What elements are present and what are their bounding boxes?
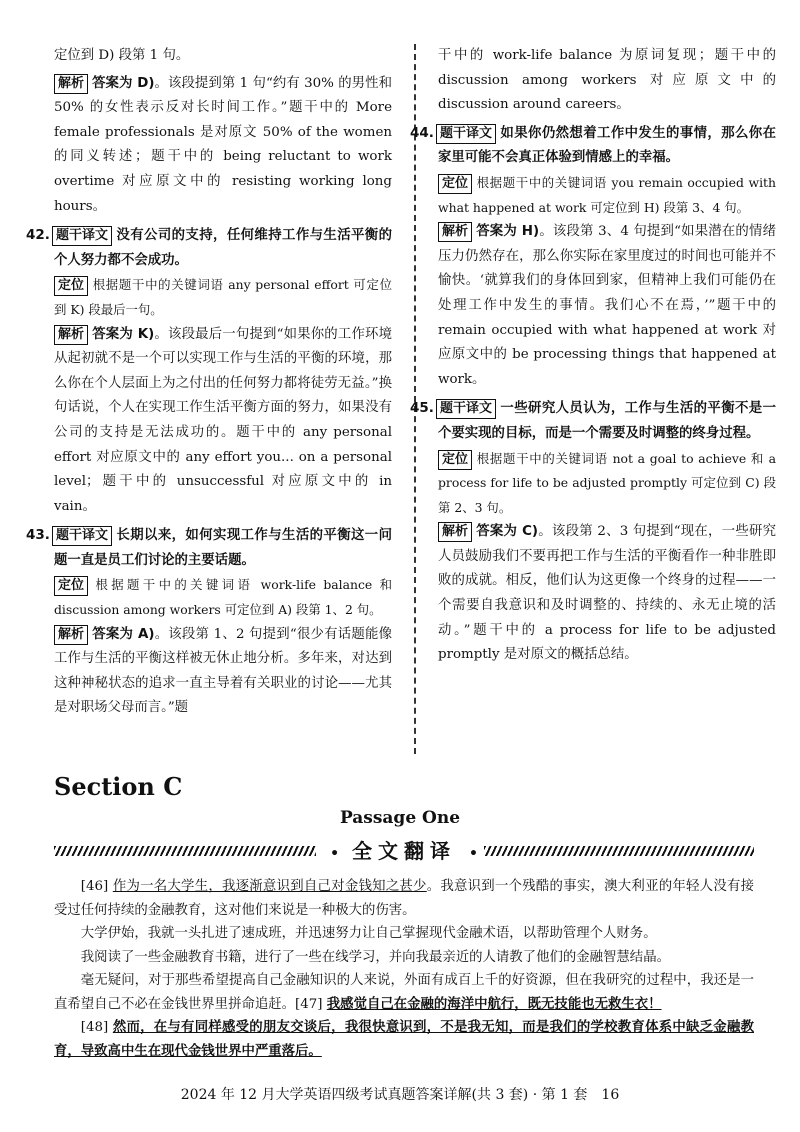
question-translation: 长期以来，如何实现工作与生活的平衡这一问题一直是员工们讨论的主要话题。 [54, 528, 392, 568]
left-column [26, 44, 392, 725]
question-translation: 一些研究人员认为，工作与生活的平衡不是一个要实现的目标，而是一个需要及时调整的终身过程。 [438, 401, 776, 441]
analysis-text: 。该段第 3、4 句提到“如果潜在的情绪压力仍然存在，那么你实际在家里度过的时间也可能并不愉快。‘就算我们的身体回到家，但精神上我们可能仍在处理工作中发生的事情。我们心不在焉，’”题干中的 remain occupied with what happened at work 对应原文中的 be processing things that happened at work。 [438, 224, 776, 387]
answer: 答案为 D) [92, 75, 155, 91]
bullet-icon: • [468, 846, 478, 862]
sentence: 。我意识到一个残酷的事实，澳大利亚的年轻人没有接受过任何持续的金融教育，这对他们来说是一种极大的伤害。 [54, 879, 755, 918]
answer: 答案为 C) [476, 524, 539, 540]
analysis-text: 。该段第 1、2 句提到“很少有话题能像工作与生活的平衡这样被无休止地分析。多年来，对达到这种神秘状态的追求一直主导着有关职业的讨论——尤其是对职场父母而言。”题 [54, 626, 392, 716]
question-44 [410, 121, 776, 393]
locate-text: 根据题干中的关键词语 not a goal to achieve 和 a process for life to be adjusted promptly 可定位到 C) 段第 2、3 句。 [438, 450, 776, 515]
analysis-tag: 解析 [438, 222, 472, 242]
translation-paragraph [54, 875, 754, 922]
question-number: 44. [410, 124, 434, 141]
question-translation: 没有公司的支持，任何维持工作与生活平衡的个人努力都不会成功。 [54, 228, 392, 268]
banner-title-group [54, 835, 754, 864]
answer: 答案为 H) [476, 224, 540, 240]
translation-tag: 题干译文 [436, 399, 496, 419]
continued-text: 干中的 work-life balance 为原词复现；题干中的 discussion among workers 对应原文中的 discussion around careers。 [438, 48, 776, 113]
analysis-tag: 解析 [54, 325, 88, 345]
question-translation: 如果你仍然想着工作中发生的事情，那么你在家里可能不会真正体验到情感上的幸福。 [438, 125, 776, 166]
underlined-sentence: 然而，在与有同样感受的朋友交谈后，我很快意识到，不是我无知，而是我们的学校教育体系中缺乏金融教育，导致高中生在现代金钱世界中严重落后。 [54, 1019, 754, 1059]
translation-banner [54, 839, 754, 865]
section-title: Section C [54, 772, 183, 801]
analysis-tag: 解析 [54, 74, 88, 94]
question-number: 45. [410, 400, 434, 417]
locate-tag: 定位 [54, 276, 88, 296]
answer: 答案为 A) [92, 626, 155, 642]
full-translation [54, 875, 754, 1063]
marker: [46] [80, 879, 109, 894]
question-45 [410, 396, 777, 668]
question-number: 42. [26, 227, 50, 244]
locate-tag: 定位 [54, 576, 88, 596]
analysis-text: 。该段第 2、3 句提到“现在，一些研究人员鼓励我们不要再把工作与生活的平衡看作一种非胜即败的成就。相反，他们认为这更像一个终身的过程——一个需要自我意识和及时调整的、持续的、永无止境的活动。”题干中的 a process for life to be adjusted promptly 是对原文的概括总结。 [438, 524, 777, 663]
locate-text: 根据题干中的关键词语 any personal effort 可定位到 K) 段最后一句。 [54, 277, 392, 317]
question-number: 43. [26, 527, 50, 544]
translation-tag: 题干译文 [52, 226, 112, 246]
q41-analysis [54, 72, 392, 220]
answer: 答案为 K) [92, 326, 155, 342]
locate-text: 根据题干中的关键词语 work-life balance 和 discussion among workers 可定位到 A) 段第 1、2 句。 [54, 577, 392, 618]
translation-paragraph [54, 1016, 754, 1063]
translation-paragraph [54, 969, 754, 1016]
translation-tag: 题干译文 [436, 124, 496, 144]
question-43 [26, 523, 392, 721]
right-column [410, 44, 777, 672]
analysis-tag: 解析 [54, 625, 88, 645]
sentence: 毫无疑问，对于那些希望提高自己金融知识的人来说，外面有成百上千的好资源，但在我研究的过程中，我还是一直希望自己不必在金钱世界里拼命追赶。 [54, 973, 754, 1012]
intro-text: 定位到 D) 段第 1 句。 [54, 48, 190, 63]
analysis-tag: 解析 [438, 522, 472, 542]
underlined-sentence: 我感觉自己在金融的海洋中航行，既无技能也无救生衣！ [326, 995, 662, 1012]
marker: [47] [295, 996, 323, 1012]
page-footer: 2024 年 12 月大学英语四级考试真题答案详解(共 3 套) · 第 1 套 16 [180, 1087, 620, 1103]
locate-tag: 定位 [438, 174, 472, 194]
locate-tag: 定位 [438, 450, 472, 470]
locate-text: 根据题干中的关键词语 you remain occupied with what happened at work 可定位到 H) 段第 3、4 句。 [438, 174, 776, 215]
analysis-text: 。该段最后一句提到“如果你的工作环境从起初就不是一个可以实现工作与生活的平衡的环境，那么你在个人层面上为之付出的任何努力都将徒劳无益。”换句话说，个人在实现工作生活平衡方面的努力，如果没有公司的支持是无法成功的。题干中的 any personal effort 对应原文中的 any effort you... on a personal level；题干中的 unsuccessful 对应原文中的 in vain。 [54, 326, 392, 514]
bullet-icon: • [330, 846, 340, 862]
banner-title: 全文翻译 [352, 839, 456, 863]
underlined-sentence: 作为一名大学生，我逐渐意识到自己对金钱知之甚少 [112, 879, 427, 894]
analysis-text: 。该段提到第 1 句“约有 30% 的男性和 50% 的女性表示反对长时间工作。”题干中的 More female professionals 是对原文 50% of the women 的同义转述；题干中的 being reluctant to work overtime 对应原文中的 resisting working long hours。 [54, 75, 392, 214]
translation-paragraph: 我阅读了一些金融教育书籍，进行了一些在线学习，并向我最亲近的人请教了他们的金融智慧结晶。 [80, 949, 670, 965]
marker: [48] [80, 1020, 109, 1035]
passage-title: Passage One [339, 808, 461, 828]
translation-tag: 题干译文 [52, 526, 112, 546]
question-42 [26, 223, 392, 519]
translation-paragraph: 大学伊始，我就一头扎进了速成班，并迅速努力让自己掌握现代金融术语，以帮助管理个人财务。 [80, 926, 657, 941]
